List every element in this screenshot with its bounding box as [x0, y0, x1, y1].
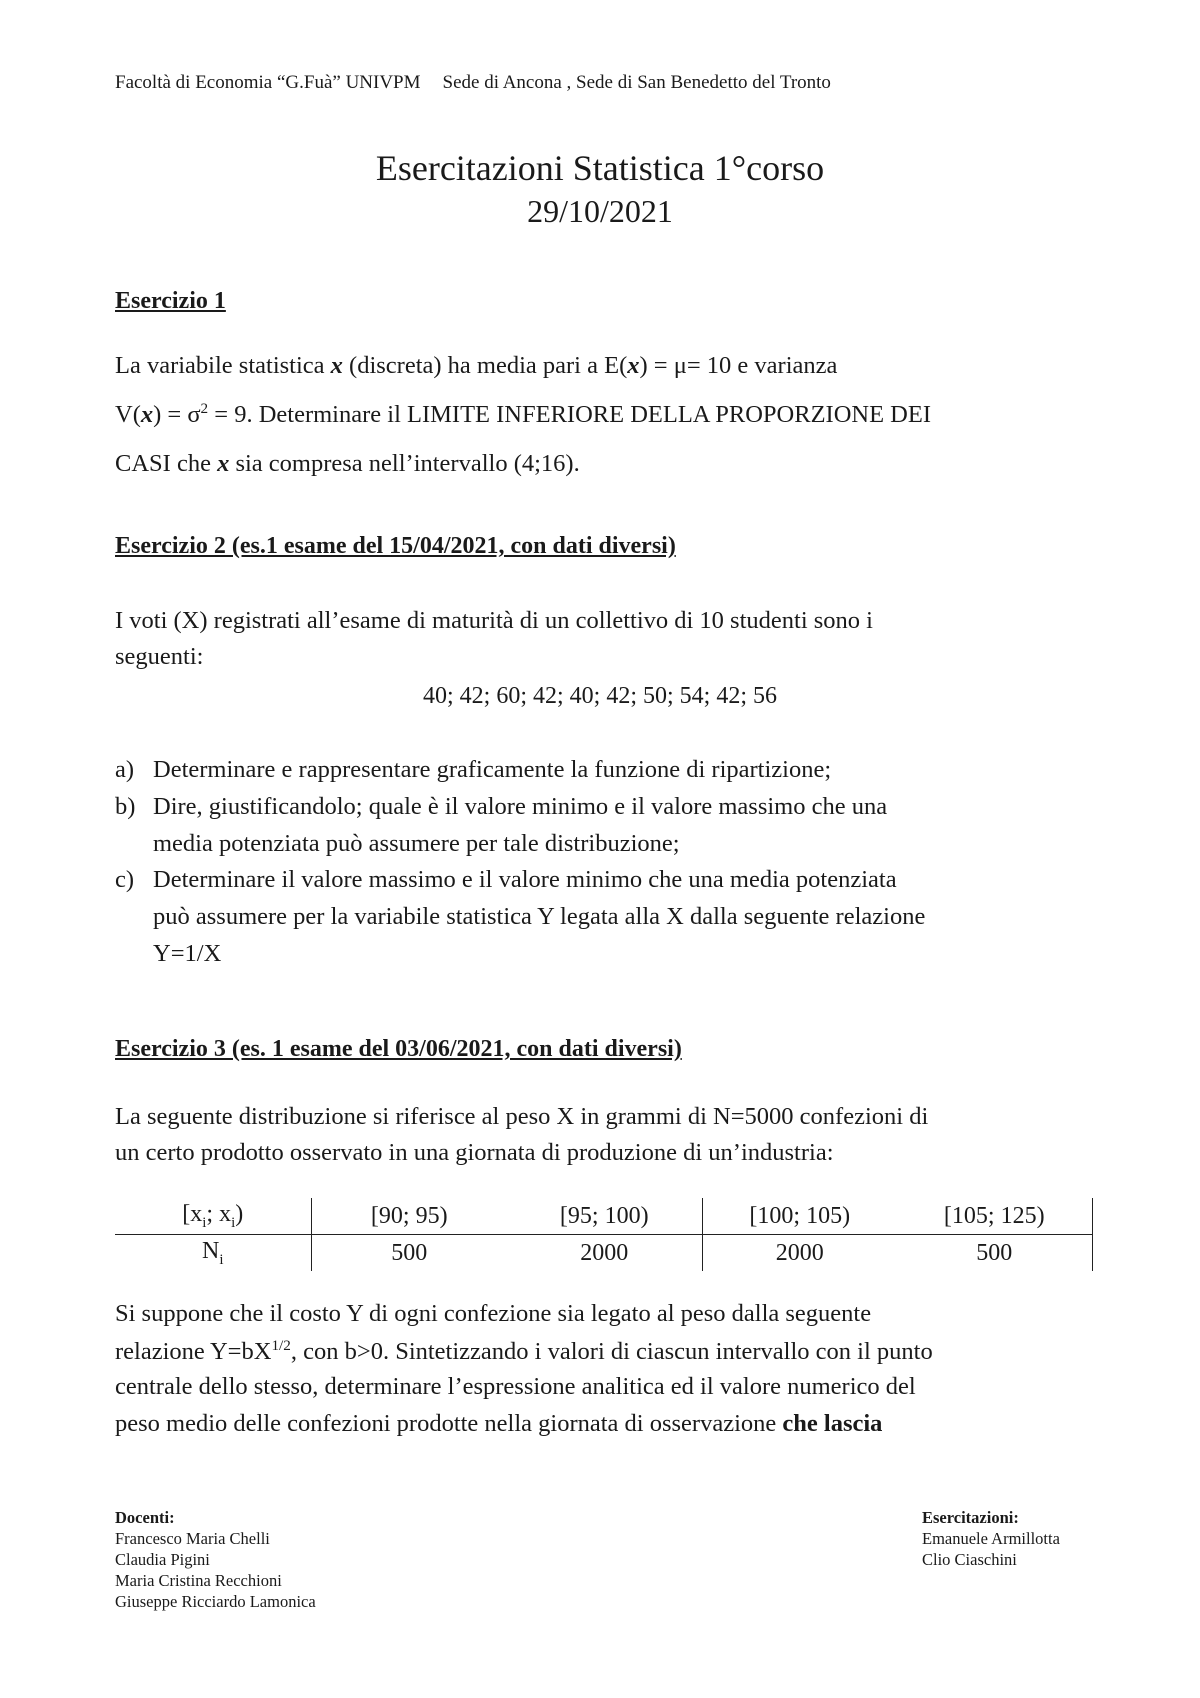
table-cell: 500	[897, 1235, 1092, 1272]
list-item: Claudia Pigini	[115, 1550, 210, 1569]
page-header	[115, 72, 831, 94]
exercise-3-text-2: relazione $Y=bX^{1/2}$, con b>0. Sintetizzando i valori di ciascun intervallo con il punto	[115, 1337, 933, 1366]
exercise-1-line-1: La variabile statistica x (discreta) ha media pari a E(x) = μ= 10 e varianza	[115, 352, 838, 379]
table-cell: [105; 125)	[897, 1198, 1092, 1235]
exercise-2-intro-1: I voti (X) registrati all’esame di maturità di un collettivo di 10 studenti sono i	[115, 607, 873, 634]
list-item: Maria Cristina Recchioni	[115, 1571, 282, 1590]
table-cell: 2000	[507, 1235, 702, 1272]
exercise-3-heading: Esercizio 3 (es. 1 esame del 03/06/2021, con dati diversi)	[115, 1036, 682, 1062]
exercise-2-intro-2: seguenti:	[115, 643, 204, 670]
list-item: Emanuele Armillotta	[922, 1529, 1060, 1548]
exercise-1-line-3: CASI che x sia compresa nell’intervallo (4;16).	[115, 450, 580, 477]
table-header-cell: [$x_i$; $x_i$)	[115, 1198, 311, 1235]
exercise-1-heading: Esercizio 1	[115, 288, 226, 314]
question-c: c) Determinare il valore massimo e il valore minimo che una media potenziata	[115, 866, 897, 893]
table-row	[115, 1198, 1092, 1235]
table-cell: [100; 105)	[702, 1198, 897, 1235]
table-cell: 2000	[775, 1239, 824, 1266]
list-item: Giuseppe Ricciardo Lamonica	[115, 1592, 316, 1611]
question-b: b) Dire, giustificandolo; quale è il valore minimo e il valore massimo che una	[115, 793, 888, 820]
footer-docenti	[115, 1508, 316, 1612]
exercise-3-intro-1: La seguente distribuzione si riferisce al peso X in grammi di N=5000 confezioni di	[115, 1103, 929, 1130]
list-item: Clio Ciaschini	[922, 1550, 1017, 1569]
docenti-heading: Docenti:	[115, 1508, 175, 1527]
exercise-2-heading: Esercizio 2 (es.1 esame del 15/04/2021, con dati diversi)	[115, 533, 676, 559]
exercise-3-text-1: Si suppone che il costo Y di ogni confezione sia legato al peso dalla seguente	[115, 1300, 872, 1327]
question-b-cont: media potenziata può assumere per tale distribuzione;	[153, 830, 680, 857]
exercise-3-intro-2: un certo prodotto osservato in una giornata di produzione di un’industria:	[115, 1139, 834, 1166]
exercise-1-line-2: $V(x) = \sigma^2 = 9$. Determinare il LIMITE INFERIORE DELLA PROPORZIONE DEI	[115, 400, 931, 429]
exercise-3-text-3: centrale dello stesso, determinare l’espressione analitica ed il valore numerico del	[115, 1373, 916, 1400]
table-cell: 500	[391, 1239, 428, 1266]
table-cell: [90; 95)	[311, 1198, 507, 1235]
list-item: Francesco Maria Chelli	[115, 1529, 270, 1548]
table-cell: [95; 100)	[507, 1198, 702, 1235]
exercise-3-text-4: peso medio delle confezioni prodotte nella giornata di osservazione che lascia	[115, 1410, 883, 1437]
question-c-cont-2: Y=1/X	[153, 940, 222, 967]
table-header-cell: $N_i$	[115, 1235, 311, 1272]
header-institution: Facoltà di Economia “G.Fuà” UNIVPM	[115, 72, 421, 93]
question-c-cont-1: può assumere per la variabile statistica Y legata alla X dalla seguente relazione	[153, 903, 926, 930]
footer-esercitazioni	[922, 1508, 1060, 1570]
question-a: a) Determinare e rappresentare graficamente la funzione di ripartizione;	[115, 756, 832, 783]
exercise-2-data: 40; 42; 60; 42; 40; 42; 50; 54; 42; 56	[422, 683, 777, 709]
header-locations: Sede di Ancona , Sede di San Benedetto del Tronto	[442, 72, 831, 93]
document-title: Esercitazioni Statistica 1°corso	[375, 148, 825, 188]
document-date: 29/10/2021	[527, 193, 673, 229]
distribution-table	[115, 1198, 1093, 1271]
table-row	[115, 1235, 1092, 1272]
esercitazioni-heading: Esercitazioni:	[922, 1508, 1019, 1527]
